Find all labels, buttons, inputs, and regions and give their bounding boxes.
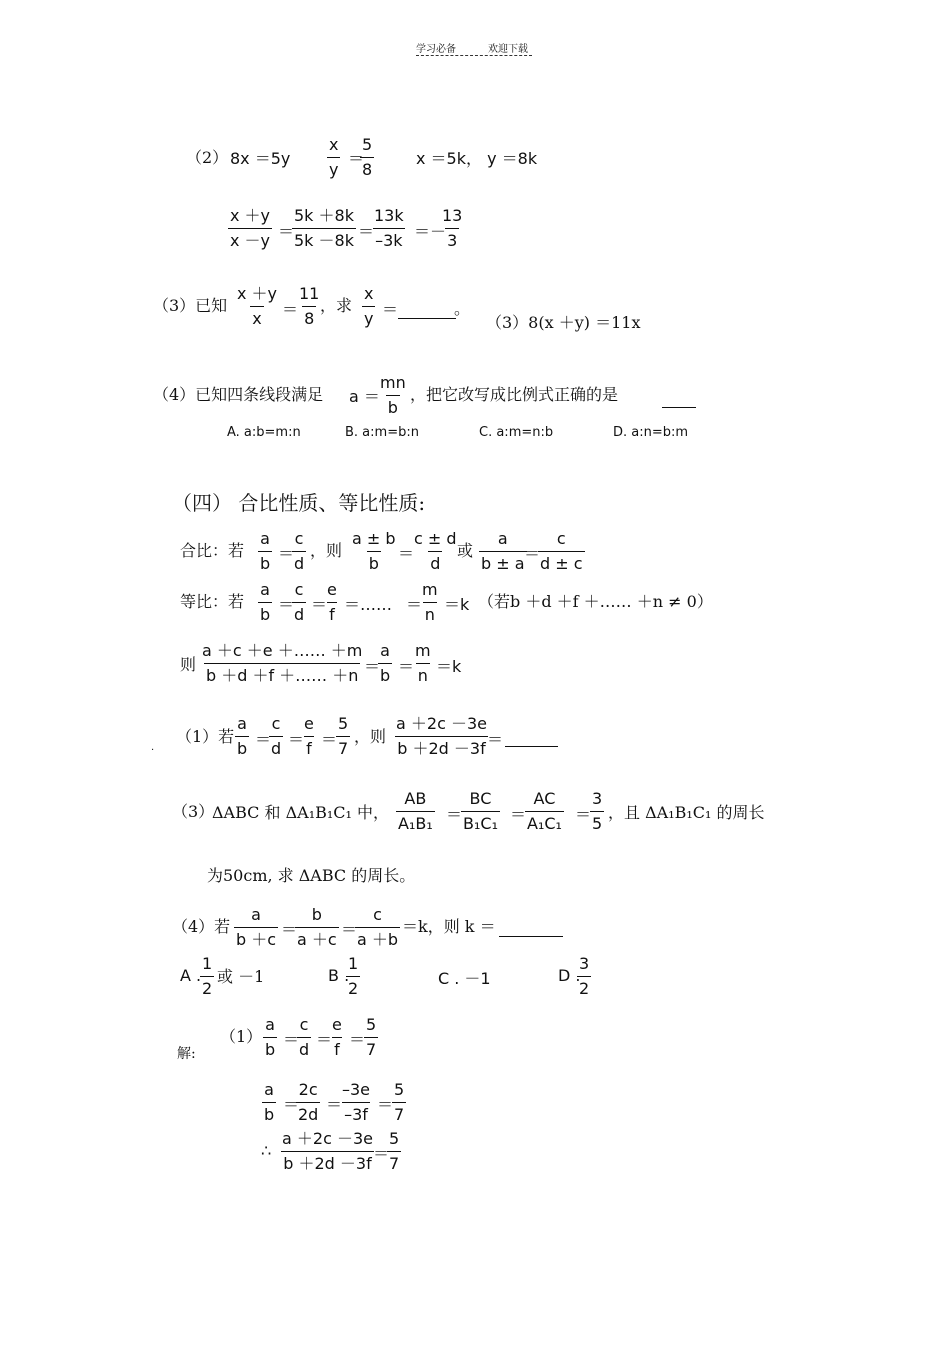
- denominator: 7: [392, 1102, 406, 1123]
- p1-fraction: [235, 716, 249, 757]
- p4-k: ＝k，则 k ＝: [402, 917, 496, 936]
- equals: ＝: [377, 1095, 394, 1114]
- equals: ＝: [373, 1144, 390, 1163]
- p4-option-a-tail: 或 －1: [217, 967, 265, 986]
- p3-fraction: [590, 791, 604, 832]
- numerator: 5: [338, 714, 349, 733]
- denominator: b: [258, 602, 272, 623]
- denominator: d: [428, 551, 442, 572]
- p1-then: ，则: [354, 727, 387, 746]
- dengbi-condition: （若b ＋d ＋f ＋…… ＋n ≠ 0）: [478, 592, 713, 611]
- equals: ＝: [311, 595, 328, 614]
- p3-fraction: [396, 791, 435, 832]
- numerator: 5: [362, 135, 373, 154]
- denominator: d: [269, 736, 283, 757]
- option-b: B. a:m=b:n: [345, 425, 419, 440]
- equals: ＝: [524, 544, 541, 563]
- equals: ＝: [316, 1030, 333, 1049]
- numerator: c ± d: [414, 529, 457, 548]
- denominator: d: [292, 551, 306, 572]
- p4-fraction: [355, 907, 400, 948]
- numerator: 1: [348, 954, 359, 973]
- p1-fraction: [336, 716, 350, 757]
- numerator: a: [380, 641, 390, 660]
- equals: ＝: [364, 657, 381, 676]
- denominator: y: [327, 157, 340, 178]
- hebi-fraction: [292, 531, 306, 572]
- q4-label: （4）已知四条线段满足: [153, 385, 324, 404]
- numerator: AB: [404, 789, 427, 808]
- numerator: AC: [533, 789, 556, 808]
- numerator: BC: [469, 789, 492, 808]
- q2-eq2: x ＝5k， y ＝8k: [416, 149, 538, 168]
- denominator: a ＋c: [295, 927, 339, 948]
- option-d: D. a:n=b:m: [613, 425, 689, 440]
- p3-label: （3）: [172, 802, 215, 821]
- p4-option-d: D .: [558, 966, 581, 985]
- dengbi-fraction: [200, 643, 364, 684]
- dengbi-fraction: [420, 582, 440, 623]
- denominator: d: [297, 1037, 311, 1058]
- sol-fraction: [392, 1082, 406, 1123]
- q2-fraction: [327, 137, 340, 178]
- denominator: 5k －8k: [292, 228, 356, 249]
- hebi-fraction: [479, 531, 527, 572]
- numerator: a ± b: [352, 529, 396, 548]
- numerator: a: [260, 580, 270, 599]
- q4-text: ，把它改写成比例式正确的是: [410, 385, 619, 404]
- denominator: 7: [364, 1037, 378, 1058]
- sol-label: 解:: [177, 1046, 196, 1062]
- header-right: 欢迎下载: [488, 44, 528, 55]
- equals: ＝: [510, 805, 527, 824]
- dengbi-fraction: [258, 582, 272, 623]
- answer-blank: [505, 746, 558, 747]
- numerator: c: [294, 529, 304, 548]
- dengbi-fraction: [292, 582, 306, 623]
- equals: ＝: [487, 730, 504, 749]
- numerator: m: [422, 580, 438, 599]
- denominator: 8: [360, 157, 374, 178]
- numerator: 13: [442, 206, 463, 225]
- dengbi-label: 等比：若: [180, 592, 245, 611]
- numerator: 13k: [374, 206, 404, 225]
- sol-fraction: [280, 1131, 375, 1172]
- denominator: b ＋d ＋f ＋…… ＋n: [204, 663, 360, 684]
- numerator: x: [364, 284, 374, 303]
- hebi-fraction: [412, 531, 459, 572]
- denominator: d: [292, 602, 306, 623]
- numerator: 5: [394, 1080, 405, 1099]
- denominator: –3f: [342, 1102, 370, 1123]
- dengbi-then: 则: [180, 655, 197, 674]
- numerator: x: [329, 135, 339, 154]
- sol-fraction: [262, 1082, 276, 1123]
- q2-fraction: [360, 137, 374, 178]
- numerator: a: [237, 714, 247, 733]
- denominator: x －y: [228, 228, 272, 249]
- numerator: a: [260, 529, 270, 548]
- p4-fraction: [295, 907, 339, 948]
- equals: ＝: [575, 805, 592, 824]
- q3-mid: ，求: [320, 296, 353, 315]
- q2-fraction: [440, 208, 464, 249]
- p3-text1: ΔABC 和 ΔA₁B₁C₁ 中，: [212, 803, 390, 822]
- numerator: c: [271, 714, 281, 733]
- numerator: c: [556, 529, 566, 548]
- denominator: b: [367, 551, 381, 572]
- equals: ＝: [278, 595, 295, 614]
- equals: ＝: [406, 595, 423, 614]
- stray-dot: .: [151, 742, 155, 753]
- q3-fraction: [362, 286, 375, 327]
- dengbi-fraction: [325, 582, 339, 623]
- p1-fraction: [269, 716, 283, 757]
- numerator: 2c: [298, 1080, 318, 1099]
- numerator: a: [497, 529, 508, 548]
- ellipsis: ＝……: [344, 595, 393, 614]
- equals: ＝: [349, 1030, 366, 1049]
- equals-k: ＝k: [444, 595, 470, 614]
- numerator: 5k ＋8k: [294, 206, 354, 225]
- equals: ＝: [283, 1095, 300, 1114]
- answer-blank: [662, 407, 696, 408]
- denominator: 3: [445, 228, 459, 249]
- q2-eq1: 8x ＝5y: [230, 149, 291, 168]
- therefore-symbol: ∴: [261, 1141, 272, 1160]
- equals: ＝: [398, 544, 415, 563]
- numerator: a: [265, 1015, 275, 1034]
- equals: ＝: [358, 222, 375, 241]
- q3-end: 。: [454, 299, 471, 318]
- numerator: 3: [579, 954, 590, 973]
- denominator: –3k: [373, 228, 404, 249]
- q2-fraction: [292, 208, 356, 249]
- numerator: c: [299, 1015, 309, 1034]
- p3-text2: ，且 ΔA₁B₁C₁ 的周长: [608, 803, 765, 822]
- denominator: f: [327, 602, 337, 623]
- numerator: m: [415, 641, 431, 660]
- denominator: b: [378, 663, 392, 684]
- equals: ＝: [348, 149, 365, 168]
- header-divider: [416, 55, 532, 56]
- denominator: A₁B₁: [396, 811, 435, 832]
- numerator: c: [373, 905, 382, 924]
- numerator: 11: [299, 284, 320, 303]
- numerator: a: [264, 1080, 274, 1099]
- numerator: –3e: [342, 1080, 371, 1099]
- numerator: a ＋c ＋e ＋…… ＋m: [202, 641, 363, 660]
- numerator: e: [304, 714, 314, 733]
- denominator: b: [235, 736, 249, 757]
- equals: ＝: [278, 222, 295, 241]
- q3-fraction: [297, 286, 321, 327]
- p1-label: （1）若: [176, 727, 235, 746]
- numerator: x ＋y: [230, 206, 271, 225]
- numerator: 3: [592, 789, 603, 808]
- p4-option-b: B .: [328, 966, 350, 985]
- p3-text3: 为50cm, 求 ΔABC 的周长。: [207, 866, 416, 885]
- hebi-or: 或: [457, 541, 474, 560]
- q2-label: （2）: [186, 148, 229, 167]
- p1-fraction: [302, 716, 316, 757]
- section-title: （四） 合比性质、等比性质:: [172, 491, 426, 515]
- equals: ＝: [326, 1095, 343, 1114]
- equals: ＝: [283, 1030, 300, 1049]
- equals: ＝: [288, 730, 305, 749]
- q4-fraction: [378, 375, 408, 416]
- numerator: a: [251, 905, 261, 924]
- numerator: c: [294, 580, 304, 599]
- header-left: 学习必备: [416, 44, 456, 55]
- denominator: b: [262, 1102, 276, 1123]
- numerator: 5: [366, 1015, 377, 1034]
- denominator: B₁C₁: [461, 811, 500, 832]
- denominator: 5: [590, 811, 604, 832]
- equals: ＝: [398, 657, 415, 676]
- sol-fraction: [297, 1017, 311, 1058]
- equals: ＝: [341, 920, 358, 939]
- numerator: b: [311, 905, 322, 924]
- q3-label: （3）已知: [153, 296, 228, 315]
- hebi-fraction: [258, 531, 272, 572]
- option-a: A. a:b=m:n: [227, 425, 301, 440]
- denominator: b ＋2d －3f: [281, 1151, 373, 1172]
- p4-option-a-fraction: [200, 956, 214, 997]
- q3-answer: （3）8(x ＋y) ＝11x: [486, 313, 641, 332]
- numerator: a ＋2c －3e: [282, 1129, 373, 1148]
- sol-fraction: [263, 1017, 277, 1058]
- numerator: e: [332, 1015, 342, 1034]
- hebi-fraction: [350, 531, 398, 572]
- denominator: b: [263, 1037, 277, 1058]
- denominator: a ＋b: [355, 927, 400, 948]
- equals: ＝: [382, 300, 399, 319]
- numerator: mn: [380, 373, 406, 392]
- p4-option-a: A .: [180, 966, 202, 985]
- denominator: f: [332, 1037, 342, 1058]
- denominator: b ± a: [479, 551, 527, 572]
- equals-negative: ＝－: [414, 222, 447, 241]
- denominator: b: [258, 551, 272, 572]
- denominator: d ± c: [538, 551, 585, 572]
- p4-fraction: [234, 907, 278, 948]
- p4-option-d-fraction: [577, 956, 591, 997]
- denominator: 8: [302, 306, 316, 327]
- p4-option-b-fraction: [346, 956, 360, 997]
- denominator: 2: [200, 976, 214, 997]
- numerator: 1: [202, 954, 213, 973]
- hebi-fraction: [538, 531, 585, 572]
- sol-fraction: [330, 1017, 344, 1058]
- denominator: b ＋2d －3f: [395, 736, 487, 757]
- p3-fraction: [461, 791, 500, 832]
- numerator: a ＋2c －3e: [396, 714, 487, 733]
- dengbi-fraction: [413, 643, 433, 684]
- p3-fraction: [525, 791, 564, 832]
- equals: ＝: [321, 730, 338, 749]
- denominator: b: [386, 395, 400, 416]
- denominator: y: [362, 306, 375, 327]
- numerator: e: [327, 580, 337, 599]
- hebi-label: 合比：若: [180, 541, 245, 560]
- q2-fraction: [228, 208, 272, 249]
- q3-fraction: [235, 286, 279, 327]
- sol-number: （1）: [220, 1027, 263, 1046]
- q4-a-equals: a ＝: [349, 387, 380, 406]
- dengbi-fraction: [378, 643, 392, 684]
- sol-fraction: [364, 1017, 378, 1058]
- denominator: x: [250, 306, 263, 327]
- numerator: x ＋y: [237, 284, 278, 303]
- numerator: 5: [389, 1129, 400, 1148]
- equals: ＝: [446, 805, 463, 824]
- q2-fraction: [372, 208, 406, 249]
- sol-fraction: [340, 1082, 372, 1123]
- answer-blank: [499, 936, 563, 937]
- hebi-then: ，则: [310, 541, 343, 560]
- denominator: 7: [336, 736, 350, 757]
- denominator: b ＋c: [234, 927, 278, 948]
- denominator: 2d: [296, 1102, 320, 1123]
- denominator: 7: [387, 1151, 401, 1172]
- answer-blank: [398, 318, 456, 319]
- sol-fraction: [296, 1082, 320, 1123]
- equals: ＝: [255, 730, 272, 749]
- option-c: C. a:m=n:b: [479, 425, 554, 440]
- denominator: n: [423, 602, 437, 623]
- sol-fraction: [387, 1131, 401, 1172]
- denominator: 2: [346, 976, 360, 997]
- equals-k: ＝k: [436, 657, 462, 676]
- denominator: 2: [577, 976, 591, 997]
- p4-label: （4）若: [172, 917, 231, 936]
- denominator: n: [416, 663, 430, 684]
- equals: ＝: [282, 300, 299, 319]
- p4-option-c: C . －1: [438, 969, 491, 988]
- denominator: A₁C₁: [525, 811, 564, 832]
- denominator: f: [304, 736, 314, 757]
- equals: ＝: [281, 920, 298, 939]
- p1-fraction: [394, 716, 489, 757]
- equals: ＝: [278, 544, 295, 563]
